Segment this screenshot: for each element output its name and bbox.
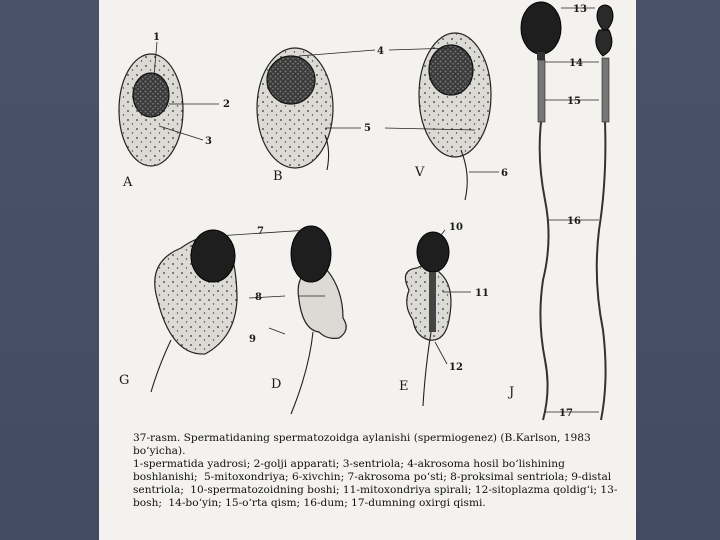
- mature-sperm-j: [521, 2, 613, 420]
- label-3: 3: [205, 136, 212, 147]
- label-14: 14: [569, 58, 583, 69]
- label-11: 11: [475, 288, 489, 299]
- caption-legend-line: 14-bo‘yin; 15-o‘rta qism; 16-dum; 17-dumning oxirgi qismi.: [168, 497, 486, 509]
- label-e: E: [399, 379, 409, 394]
- cell-e: [405, 232, 451, 406]
- label-12: 12: [449, 362, 463, 373]
- caption-legend-line: 1-spermatida yadrosi; 2-golji apparati; 3-sentriola; 4-akrosoma hosil bo‘lishining boshlanishi;: [133, 458, 565, 483]
- cell-a: [119, 54, 183, 166]
- label-8: 8: [255, 292, 262, 303]
- caption-title-line: 37-rasm. Spermatidaning spermatozoidga aylanishi (spermiogenez) (B.Karlson, 1983: [133, 432, 591, 444]
- cell-v: [419, 33, 491, 200]
- scanned-page: [99, 0, 636, 540]
- label-b: B: [273, 169, 283, 184]
- label-a: A: [123, 175, 133, 190]
- label-6: 6: [501, 168, 508, 179]
- label-2: 2: [223, 99, 230, 110]
- leader-lines: [154, 8, 599, 412]
- caption-legend: [133, 458, 625, 510]
- slide-background-left: [0, 0, 99, 540]
- label-9: 9: [249, 334, 256, 345]
- label-17: 17: [559, 408, 573, 419]
- label-16: 16: [567, 216, 581, 227]
- label-v: V: [415, 165, 425, 180]
- caption-legend-line: 10-spermatozoidning boshi; 11-mitoxondriya spirali; 12-sitoplazma qoldig‘i; 13-bosh;: [133, 484, 618, 509]
- label-13: 13: [573, 4, 587, 15]
- caption-title-line: bo‘yicha).: [133, 445, 186, 457]
- label-1: 1: [153, 32, 160, 43]
- caption-title: [133, 432, 625, 458]
- label-5: 5: [364, 123, 371, 134]
- cell-d: [291, 226, 346, 414]
- label-10: 10: [449, 222, 463, 233]
- cell-g: [151, 230, 237, 392]
- caption-legend-line: 5-mitoxondriya; 6-xivchin; 7-akrosoma po‘sti; 8-proksimal sentriola; 9-distal sentriola;: [133, 471, 612, 496]
- label-g: G: [119, 373, 130, 388]
- slide-background-right: [636, 0, 720, 540]
- cell-b: [257, 48, 333, 170]
- label-15: 15: [567, 96, 581, 107]
- label-4: 4: [377, 46, 384, 57]
- spermiogenesis-figure: [99, 0, 636, 430]
- figure-caption: [133, 432, 625, 510]
- label-d: D: [271, 377, 282, 392]
- label-j: J: [509, 385, 515, 400]
- label-7: 7: [257, 226, 264, 237]
